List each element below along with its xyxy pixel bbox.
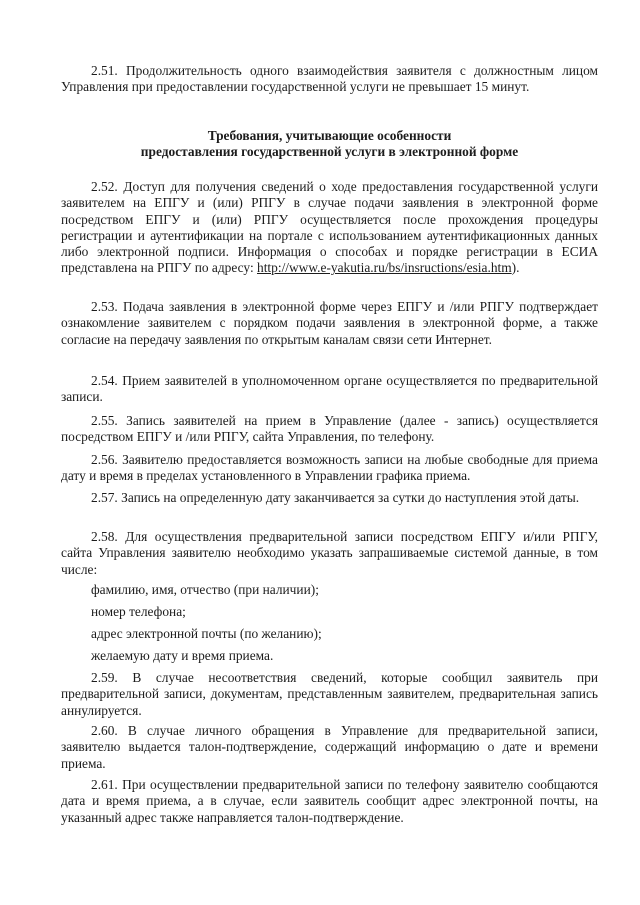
section-heading-line-2: предоставления государственной услуги в электронной форме xyxy=(140,144,519,159)
paragraph-2-54: 2.54. Прием заявителей в уполномоченном органе осуществляется по предварительной записи. xyxy=(61,373,598,405)
esia-instructions-link[interactable]: http://www.e-yakutia.ru/bs/insructions/esia.htm xyxy=(257,260,512,276)
paragraph-2-52-text: 2.52. Доступ для получения сведений о ходе предоставления государственной услуги заявителем на ЕПГУ и (или) РПГУ в случае подачи заявления в электронной форме посредством ЕПГУ и (или) РПГУ осуществляется после прохождения процедуры регистрации и аутентификации на портале с использованием аутентификационных данных либо электронной подписи. Информация о способах и порядке регистрации в ЕСИА представлена на РПГУ по адресу: xyxy=(61,179,598,276)
paragraph-2-51: 2.51. Продолжительность одного взаимодействия заявителя с должностным лицом Управления при предоставлении государственной услуги не превышает 15 минут. xyxy=(61,63,598,95)
paragraph-2-61: 2.61. При осуществлении предварительной записи по телефону заявителю сообщаются дата и время приема, а в случае, если заявитель сообщит адрес электронной почты, на указанный адрес также направляется талон-подтверждение. xyxy=(61,777,598,825)
paragraph-2-59: 2.59. В случае несоответствия сведений, которые сообщил заявитель при предварительной записи, документам, представленным заявителем, предварительная запись аннулируется. xyxy=(61,670,598,718)
paragraph-2-53: 2.53. Подача заявления в электронной форме через ЕПГУ и /или РПГУ подтверждает ознакомление заявителем с порядком подачи заявления в электронной форме, а также согласие на передачу заявления по открытым каналам связи сети Интернет. xyxy=(61,299,598,347)
paragraph-2-56: 2.56. Заявителю предоставляется возможность записи на любые свободные для приема дату и время в пределах установленного в Управлении графика приема. xyxy=(61,452,598,484)
section-heading-line-1: Требования, учитывающие особенности xyxy=(207,128,452,143)
list-item-date-time: желаемую дату и время приема. xyxy=(91,648,274,663)
paragraph-2-60: 2.60. В случае личного обращения в Управление для предварительной записи, заявителю выдается талон-подтверждение, содержащий информацию о дате и времени приема. xyxy=(61,723,598,771)
list-item-email: адрес электронной почты (по желанию); xyxy=(91,626,322,641)
paragraph-2-57: 2.57. Запись на определенную дату заканчивается за сутки до наступления этой даты. xyxy=(91,490,580,505)
paragraph-2-55: 2.55. Запись заявителей на прием в Управление (далее - запись) осуществляется посредством ЕПГУ и /или РПГУ, сайта Управления, по телефону. xyxy=(61,413,598,445)
paragraph-2-52 xyxy=(61,179,598,277)
paragraph-2-58: 2.58. Для осуществления предварительной записи посредством ЕПГУ и/или РПГУ, сайта Управления заявителю необходимо указать запрашиваемые системой данные, в том числе: xyxy=(61,529,598,577)
list-item-phone: номер телефона; xyxy=(91,604,186,619)
list-item-full-name: фамилию, имя, отчество (при наличии); xyxy=(91,582,319,597)
paragraph-2-52-end: ). xyxy=(511,260,520,276)
